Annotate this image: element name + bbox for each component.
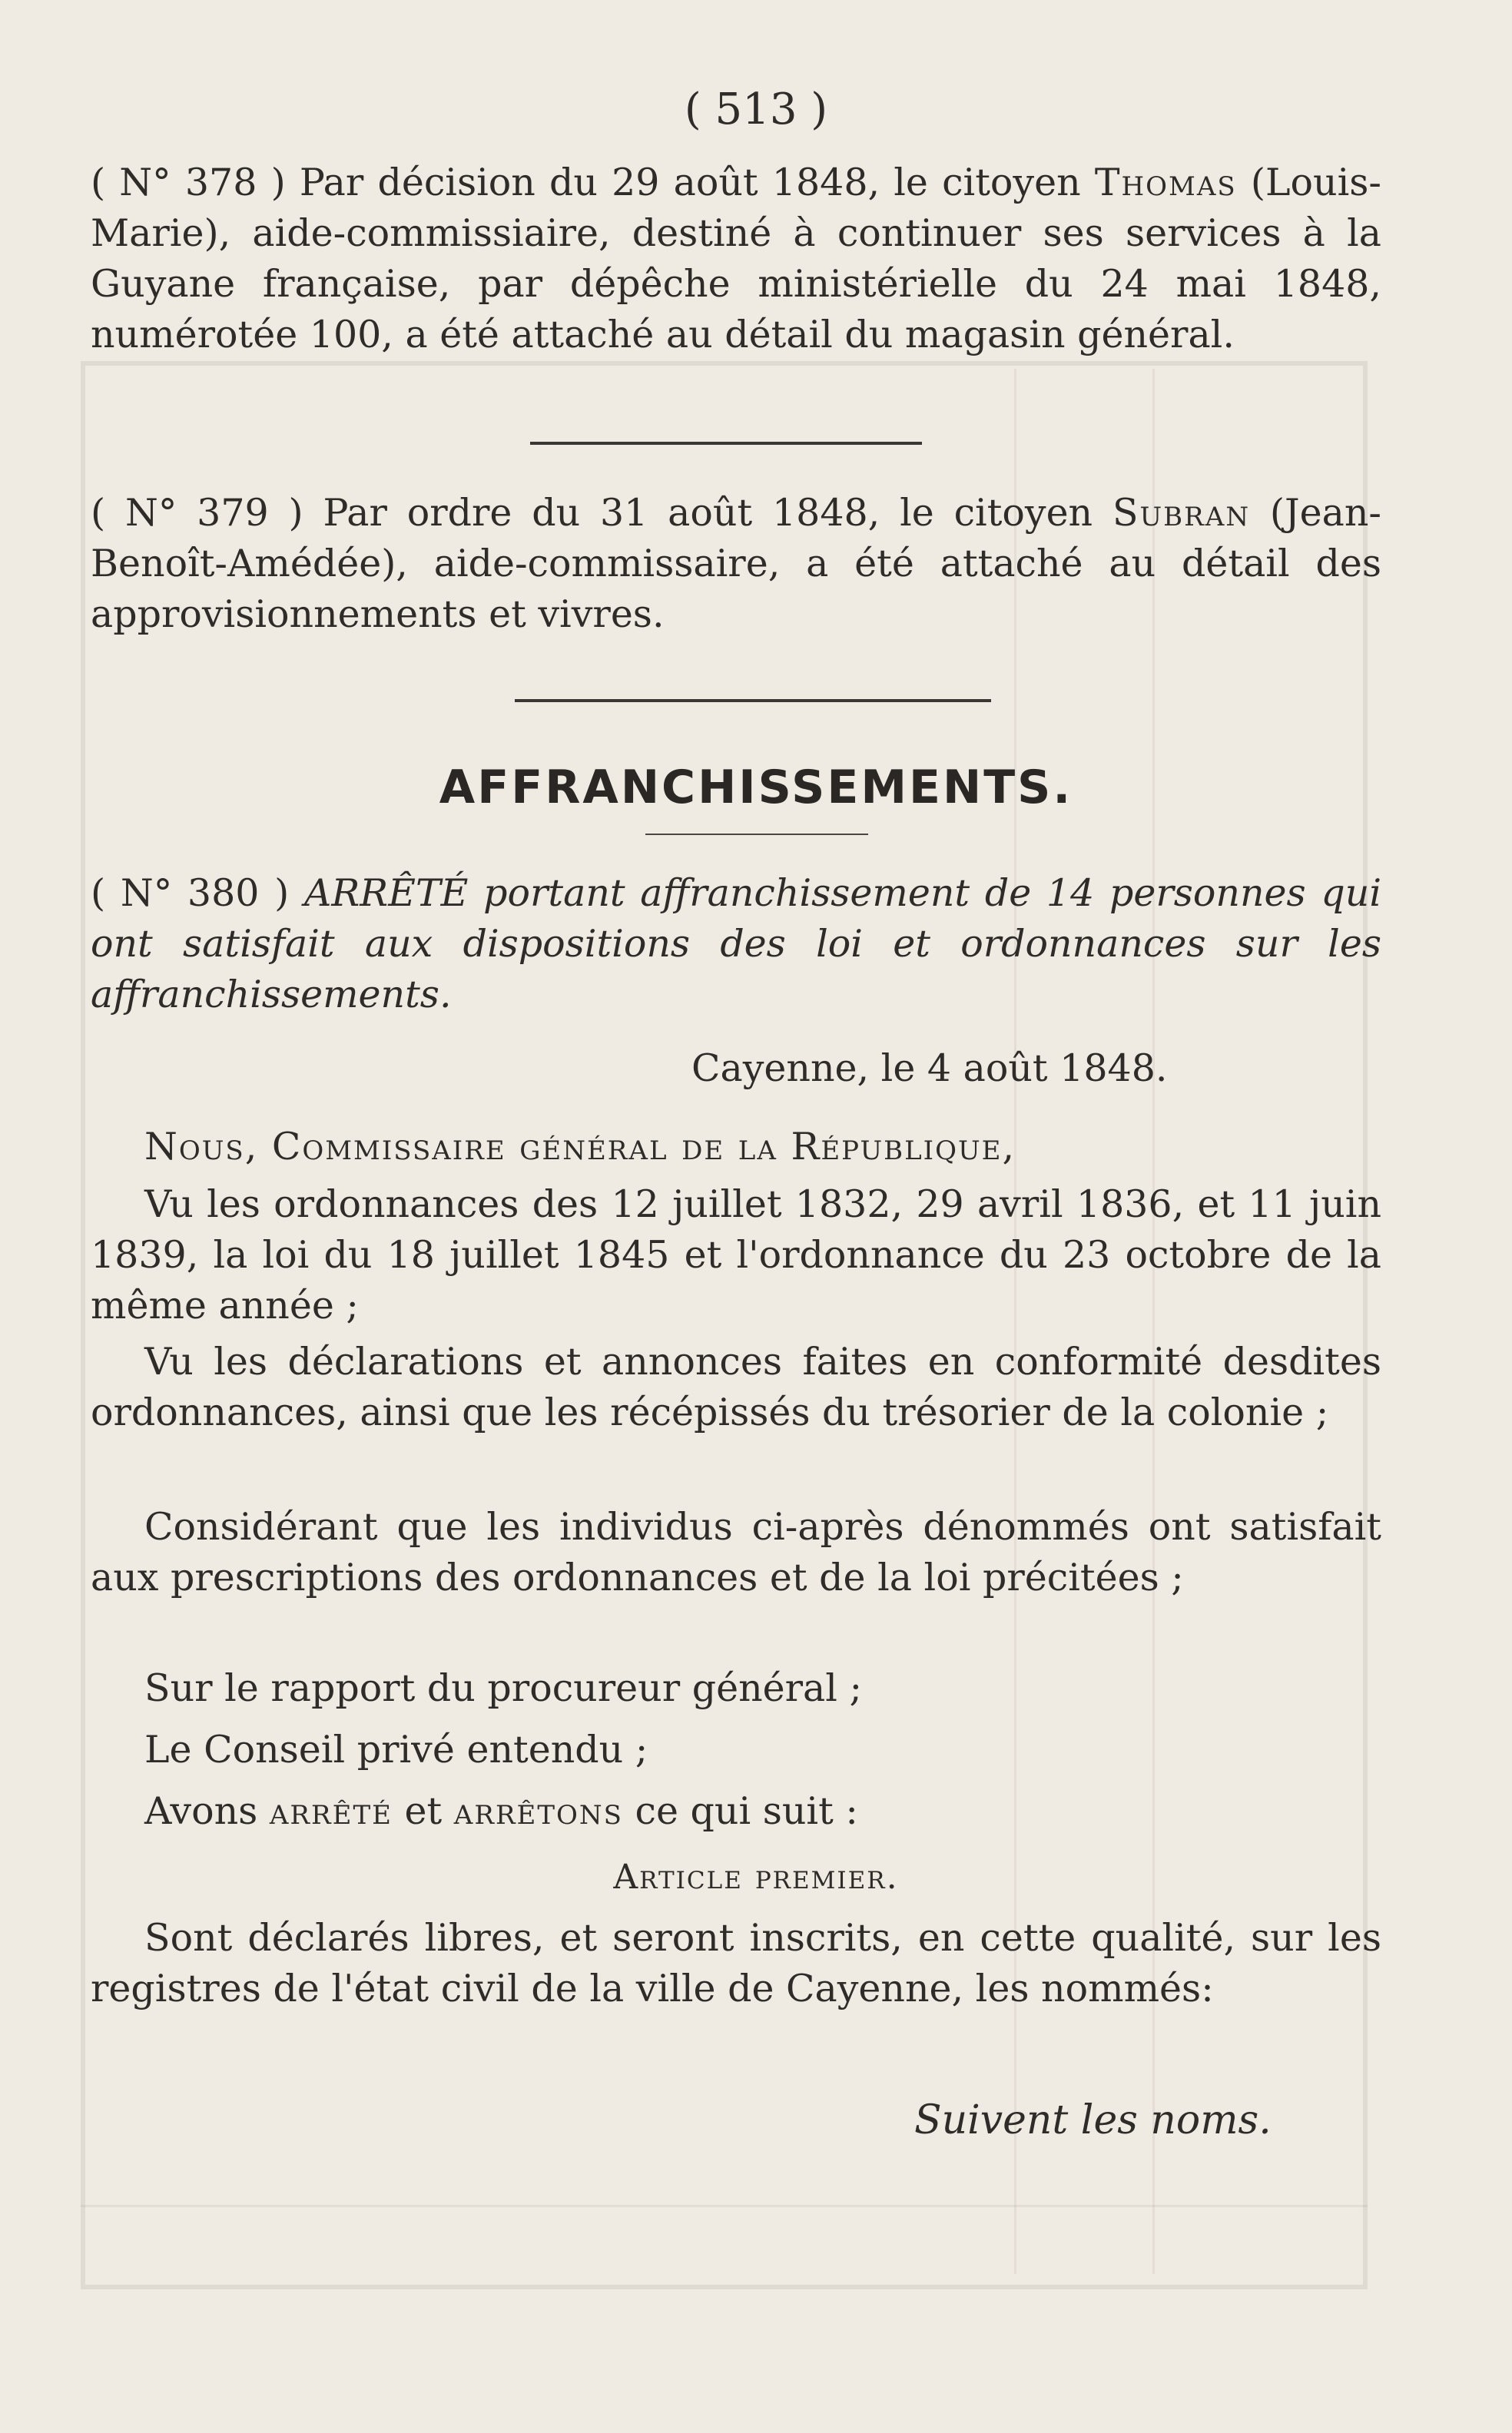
entry-text: (Jean-Benoît-Amédée), aide-commissaire, a été attaché au détail des approvisionnements et vivres. [91, 491, 1381, 636]
paragraph-4: Sur le rapport du procureur général ; [144, 1666, 863, 1710]
page-number: ( 513 ) [684, 85, 828, 134]
paragraph-1: Vu les ordonnances des 12 juillet 1832, 29 avril 1836, et 11 juin 1839, la loi du 18 juillet 1845 et l'ordonnance du 23 octobre de la même année ; [91, 1182, 1381, 1328]
article-text: Sont déclarés libres, et seront inscrits, en cette qualité, sur les registres de l'état civil de la ville de Cayenne, les nommés: [91, 1916, 1381, 2010]
date-line: Cayenne, le 4 août 1848. [691, 1046, 1168, 1090]
arrete-title: ARRÊTÉ portant affranchissement de 14 personnes qui ont satisfait aux dispositions des loi et ordonnances sur les affranchissements. [91, 871, 1381, 1016]
person-name: Subran [1112, 491, 1251, 535]
suivent-les-noms: Suivent les noms. [914, 2097, 1272, 2143]
paragraph-6 [91, 1786, 1381, 1837]
text: et [392, 1789, 454, 1833]
nous-line: Nous, Commissaire général de la République, [144, 1125, 1016, 1168]
text-smallcaps: arrêté [269, 1789, 393, 1833]
section-heading: AFFRANCHISSEMENTS. [439, 761, 1073, 814]
bleed-through-line [81, 2205, 1368, 2207]
entry-number: ( N° 380 ) [91, 871, 290, 915]
entry-number: ( N° 378 ) [91, 161, 286, 204]
entry-text: (Louis-Marie), aide-commissiaire, destiné à continuer ses services à la Guyane française, par dépêche ministérielle du 24 mai 1848, numérotée 100, a été attaché au détail du magasin général. [91, 161, 1381, 356]
paragraph-2: Vu les déclarations et annonces faites en conformité desdites ordonnances, ainsi que les récépissés du trésorier de la colonie ; [91, 1340, 1381, 1434]
paragraph-3: Considérant que les individus ci-après dénommés ont satisfait aux prescriptions des ordonnances et de la loi précitées ; [91, 1505, 1381, 1599]
text: ce qui suit : [622, 1789, 858, 1833]
article-heading: Article premier. [613, 1858, 899, 1897]
heading-underline [645, 834, 868, 835]
text: Avons [144, 1789, 270, 1833]
section-divider [530, 442, 922, 445]
entry-380 [91, 868, 1381, 1020]
entry-number: ( N° 379 ) [91, 491, 303, 535]
entry-378 [91, 157, 1381, 360]
text-smallcaps: arrêtons [453, 1789, 623, 1833]
entry-379 [91, 488, 1381, 640]
section-divider [515, 699, 991, 702]
entry-text: Par ordre du 31 août 1848, le citoyen [323, 491, 1112, 535]
entry-text: Par décision du 29 août 1848, le citoyen [299, 161, 1095, 204]
person-name: Thomas [1094, 161, 1237, 204]
paragraph-5: Le Conseil privé entendu ; [144, 1728, 648, 1772]
